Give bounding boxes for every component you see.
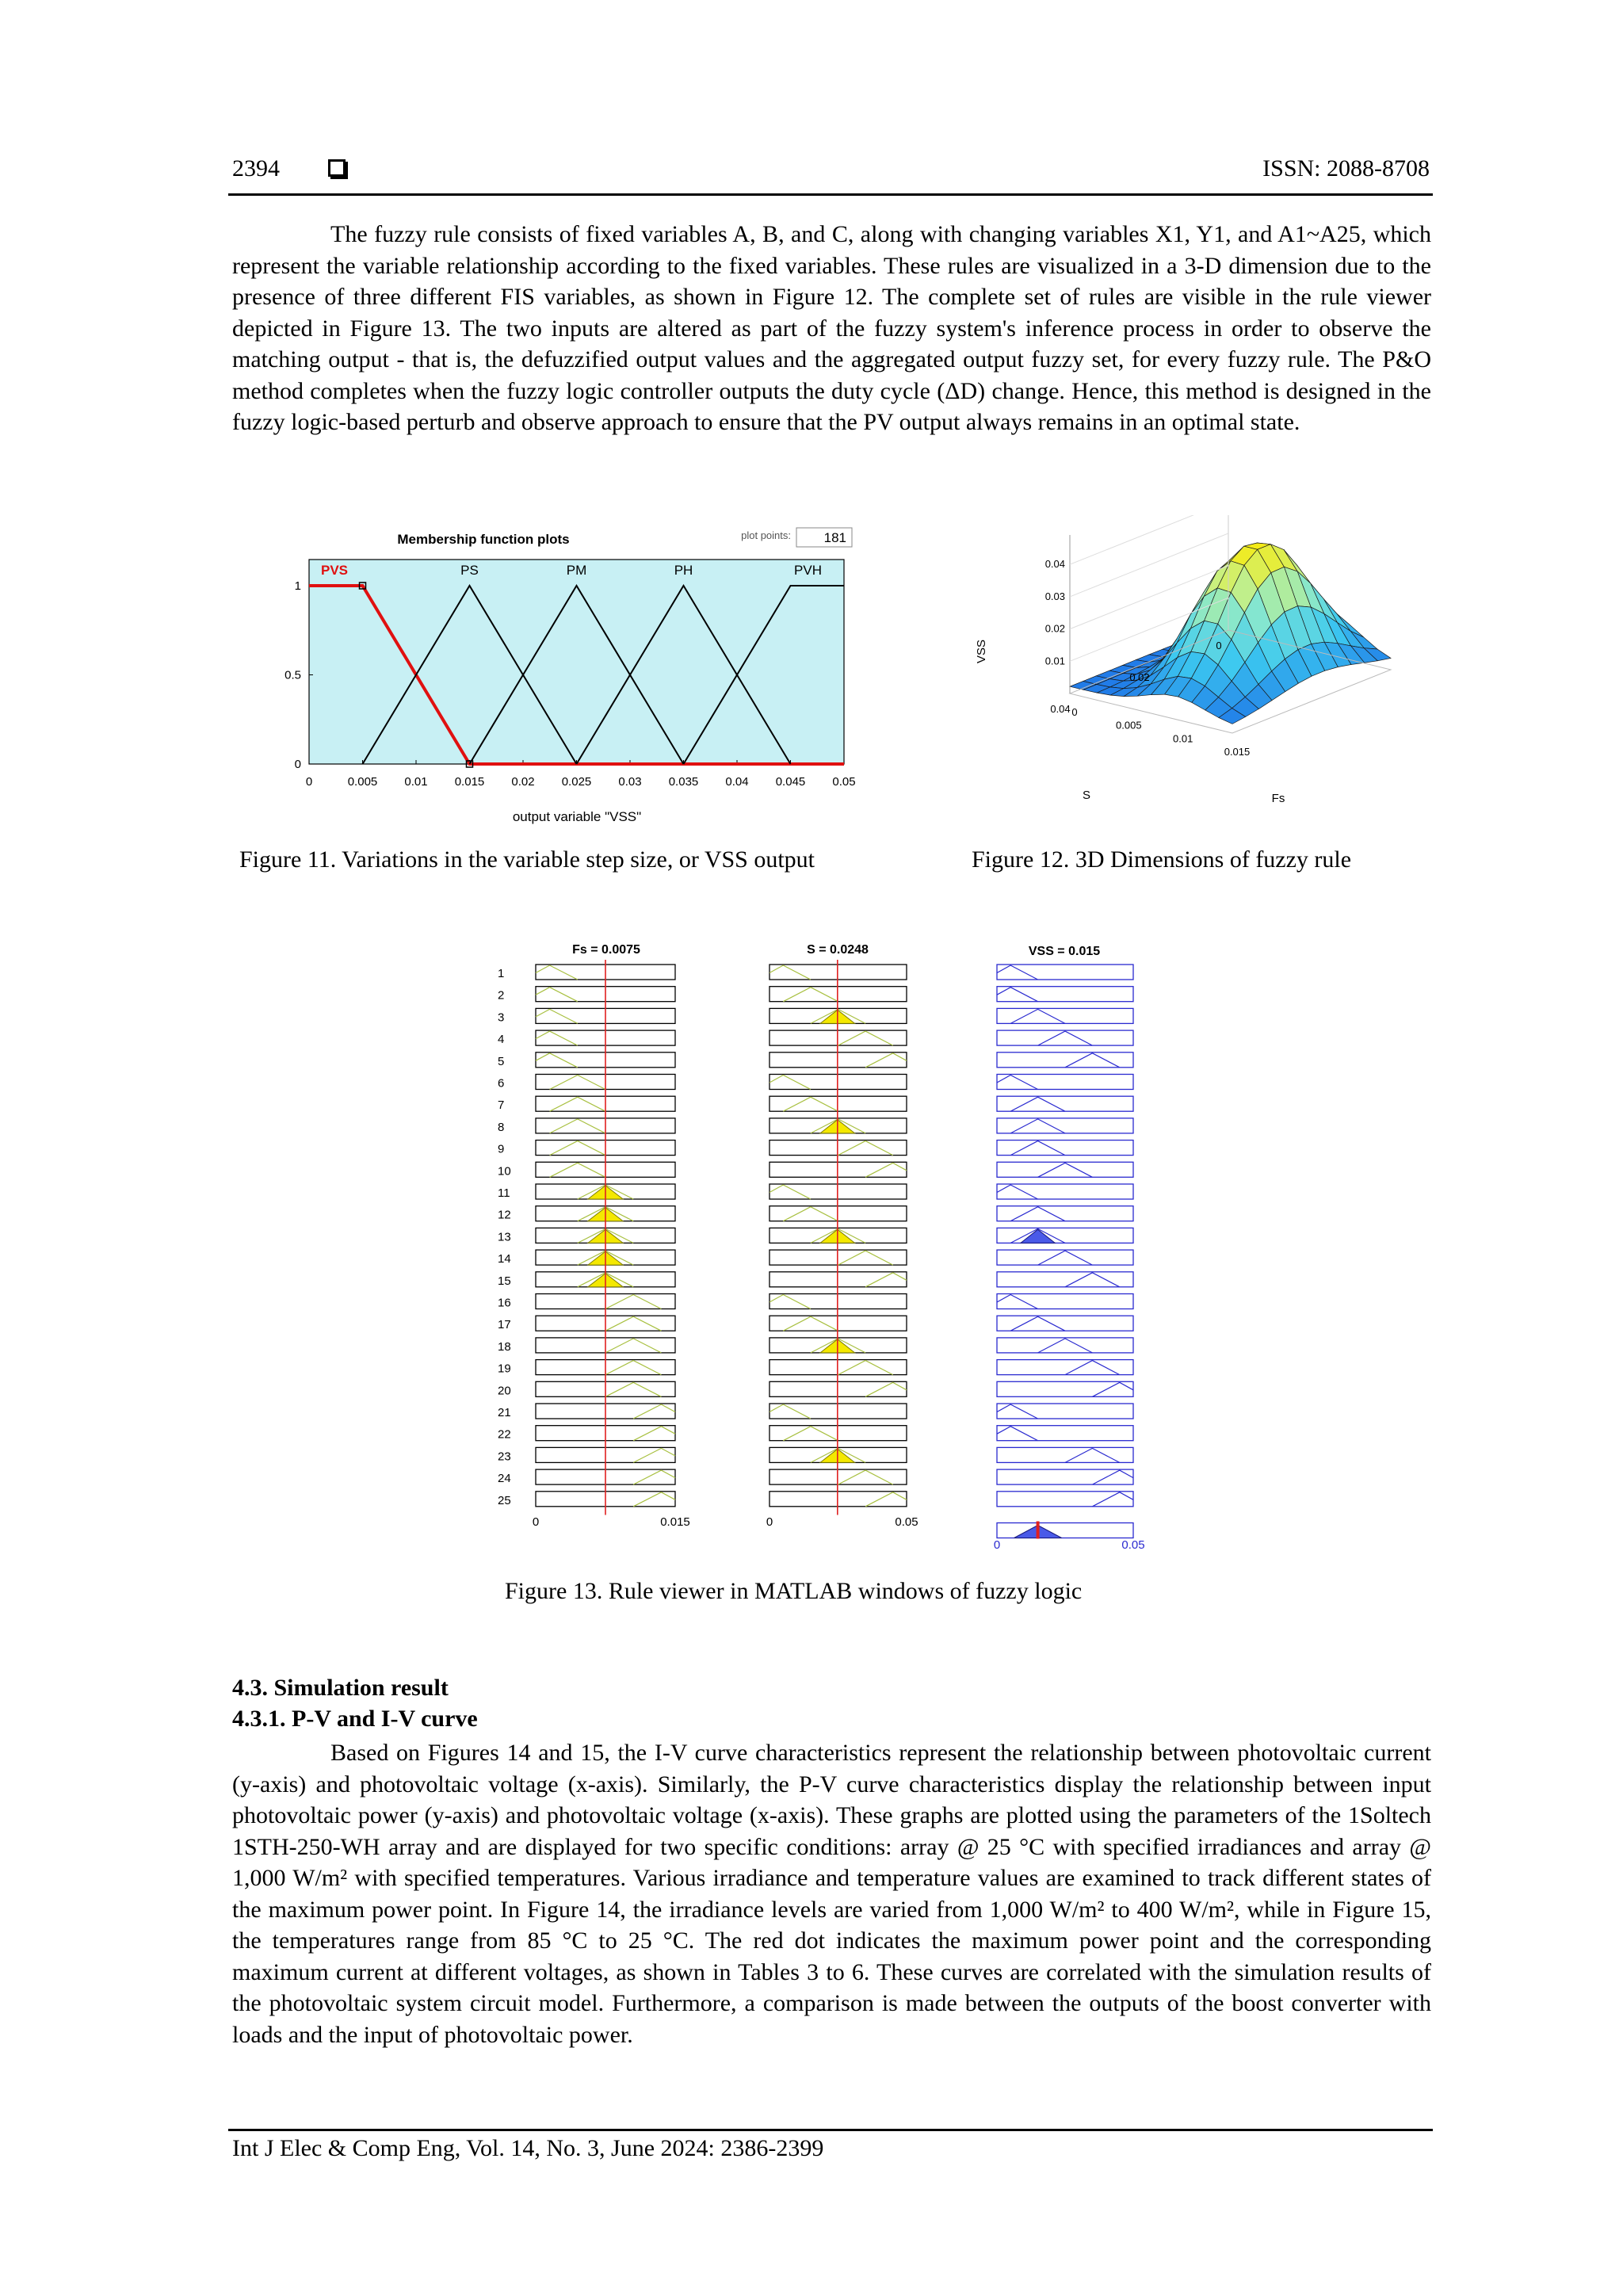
fig11-label-ps: PS (460, 563, 479, 578)
fig13-rule-number: 11 (498, 1186, 510, 1200)
fig13-vss-rule-box (997, 1404, 1133, 1419)
fig11-label-pvh: PVH (794, 563, 822, 578)
figure-13-caption: Figure 13. Rule viewer in MATLAB windows of fuzzy logic (505, 1578, 1083, 1604)
fig13-rule-number: 18 (498, 1339, 511, 1354)
figure-13-rule-viewer (491, 931, 1157, 1565)
figure-11-caption: Figure 11. Variations in the variable step size, or VSS output (239, 846, 815, 873)
fig13-rule-number: 23 (498, 1450, 511, 1464)
fig13-vss-rule-box (997, 1052, 1133, 1068)
fig13-vss-rule-box (997, 1250, 1133, 1265)
fig11-x-tick-label: 0.015 (454, 775, 485, 789)
fig13-vss-rule-box (997, 1338, 1133, 1353)
fig13-col2-title: S = 0.0248 (807, 943, 869, 957)
fig13-vss-rule-box (997, 987, 1133, 1002)
fig12-s-tick: 0 (1216, 640, 1222, 651)
fig13-col1-max: 0.015 (660, 1515, 690, 1529)
fig13-rule-number: 16 (498, 1296, 511, 1310)
fig12-z-tick: 0.04 (1044, 558, 1065, 571)
fig11-x-tick-label: 0.02 (511, 775, 535, 789)
fig11-y-tick-label: 0 (294, 758, 301, 771)
fig11-x-tick-label: 0.05 (832, 775, 856, 789)
figure-12-caption: Figure 12. 3D Dimensions of fuzzy rule (972, 846, 1352, 873)
fig11-plot-points-label: plot points: (741, 529, 791, 541)
fig13-rule-number: 8 (498, 1120, 505, 1134)
footer-rule (228, 2129, 1433, 2131)
fig11-x-tick-label: 0.005 (347, 775, 378, 789)
fig13-vss-rule-box (997, 1140, 1133, 1156)
fig11-label-pm: PM (566, 563, 587, 578)
fig13-rule-number: 12 (498, 1208, 511, 1222)
figure-12-surface-plot (971, 515, 1415, 816)
fig13-vss-rule-box (997, 1316, 1133, 1331)
fig11-x-tick-label: 0.045 (775, 775, 806, 789)
journal-footer: Int J Elec & Comp Eng, Vol. 14, No. 3, June 2024: 2386-2399 (232, 2135, 824, 2161)
fig13-vss-rule-box (997, 1228, 1133, 1243)
fig11-x-tick-label: 0.04 (725, 775, 749, 789)
fig13-rule-number: 6 (498, 1076, 505, 1091)
page-number: 2394 (232, 155, 280, 181)
fig11-y-tick-label: 0.5 (285, 668, 301, 682)
fig12-fs-tick: 0.01 (1173, 732, 1193, 745)
section-4-3-heading: 4.3. Simulation result (232, 1675, 449, 1701)
fig13-col2-min: 0 (766, 1515, 773, 1529)
fig13-rule-number: 13 (498, 1230, 511, 1244)
fig13-vss-rule-box (997, 1469, 1133, 1484)
fig13-vss-rule-box (997, 1008, 1133, 1023)
fig13-col3-title: VSS = 0.015 (1028, 945, 1101, 958)
fig12-z-tick: 0.03 (1044, 590, 1065, 602)
fig13-rule-number: 7 (498, 1098, 505, 1113)
header-rule (228, 193, 1433, 196)
fig13-vss-rule-box (997, 1381, 1133, 1396)
fig11-x-tick-label: 0.01 (404, 775, 428, 789)
fig13-vss-rule-box (997, 1492, 1133, 1507)
fig13-vss-rule-box (997, 1030, 1133, 1045)
fig12-z-tick: 0.02 (1044, 622, 1065, 635)
fig13-rule-number: 10 (498, 1164, 511, 1179)
fig13-rule-number: 25 (498, 1493, 511, 1507)
fig11-x-tick-label: 0 (305, 775, 313, 789)
fig11-x-tick-label: 0.035 (668, 775, 699, 789)
fig13-col3-min: 0 (993, 1538, 1001, 1552)
fig13-col3-max: 0.05 (1121, 1538, 1145, 1552)
fig12-fs-tick: 0.015 (1224, 746, 1251, 758)
fig13-vss-rule-box (997, 1206, 1133, 1221)
fig11-label-ph: PH (674, 563, 693, 578)
fig13-rule-number: 24 (498, 1472, 511, 1486)
fig13-rule-number: 19 (498, 1362, 511, 1376)
fig13-vss-rule-box (997, 1447, 1133, 1462)
fig13-rule-number: 17 (498, 1318, 511, 1332)
fig13-vss-rule-box (997, 965, 1133, 980)
fig13-rule-number: 14 (498, 1252, 511, 1266)
fig13-vss-rule-box (997, 1426, 1133, 1441)
fig13-vss-rule-box (997, 1118, 1133, 1133)
fig12-z-tick: 0.01 (1044, 655, 1065, 667)
fig13-vss-rule-box (997, 1272, 1133, 1287)
fig13-vss-rule-box (997, 1294, 1133, 1309)
issn: ISSN: 2088-8708 (1262, 155, 1430, 181)
fig13-aggregate-box (997, 1523, 1133, 1538)
fig13-rule-number: 3 (498, 1010, 505, 1025)
fig13-rule-number: 21 (498, 1406, 511, 1419)
fig12-ylabel: S (1082, 789, 1091, 802)
body-paragraph-1: The fuzzy rule consists of fixed variables A, B, and C, along with changing variables X1, Y1, and A1~A25, which represent the variable relationship according to the fixed variables. These rules are visualized in a 3-D dimension due to the presence of three different FIS variables, as shown in Figure 12. The complete set of rules are visible in the rule viewer depicted in Figure 13. The two inputs are altered as part of the fuzzy system's inference process in order to observe the matching output - that is, the defuzzified output values and the aggregated output fuzzy set, for every fuzzy rule. The P&O method completes when the fuzzy logic controller outputs the duty cycle (ΔD) change. Hence, this method is designed in the fuzzy logic-based perturb and observe approach to ensure that the PV output always remains in an optimal state. (232, 221, 1431, 435)
fig12-xlabel: Fs (1271, 792, 1285, 805)
fig11-xlabel: output variable "VSS" (512, 809, 642, 824)
fig13-vss-rule-box (997, 1162, 1133, 1177)
fig11-plot-area (309, 560, 844, 764)
fig12-zlabel: VSS (975, 639, 988, 664)
fig13-rule-number: 5 (498, 1054, 505, 1068)
fig11-plot-points-value: 181 (823, 530, 846, 545)
fig12-fs-tick: 0 (1071, 706, 1078, 718)
fig13-vss-rule-box (997, 1184, 1133, 1199)
fig13-vss-rule-box (997, 1075, 1133, 1090)
fig13-rule-number: 20 (498, 1384, 511, 1398)
fig13-vss-rule-box (997, 1360, 1133, 1375)
fig13-col1-title: Fs = 0.0075 (572, 943, 640, 957)
figure-11-membership-plot (262, 526, 856, 827)
fig11-x-tick-label: 0.025 (561, 775, 592, 789)
fig13-vss-rule-box (997, 1096, 1133, 1111)
fig13-rule-number: 1 (498, 967, 505, 980)
fig13-rule-number: 2 (498, 988, 505, 1003)
fig13-col2-max: 0.05 (895, 1515, 918, 1529)
fig13-rule-number: 22 (498, 1427, 511, 1442)
fig12-s-tick: 0.04 (1050, 703, 1071, 715)
fig11-label-pvs: PVS (320, 563, 349, 578)
square-bullet-icon (328, 159, 346, 177)
fig13-rule-number: 4 (498, 1033, 505, 1047)
section-4-3-1-heading: 4.3.1. P-V and I-V curve (232, 1706, 478, 1732)
body-paragraph-2: Based on Figures 14 and 15, the I-V curve characteristics represent the relationship between photovoltaic current (y-axis) and photovoltaic voltage (x-axis). Similarly, the P-V curve characteristics display the relationship between input photovoltaic power (y-axis) and photovoltaic voltage (x-axis). These graphs are plotted using the parameters of the 1Soltech 1STH-250-WH array and are displayed for two specific conditions: array @ 25 °C with specified irradiances and array @ 1,000 W/m² with specified temperatures. Various irradiance and temperature values are examined to track different states of the maximum power point. In Figure 14, the irradiance levels are varied from 1,000 W/m² to 400 W/m², while in Figure 15, the temperatures range from 85 °C to 25 °C. The red dot indicates the maximum power point and the corresponding maximum current at different voltages, as shown in Tables 3 to 6. These curves are correlated with the simulation results of the photovoltaic system circuit model. Furthermore, a comparison is made between the outputs of the boost converter with loads and the input of photovoltaic power. (232, 1740, 1431, 2048)
fig11-x-tick-label: 0.03 (618, 775, 642, 789)
fig11-panel-title: Membership function plots (397, 532, 570, 547)
fig13-rule-number: 9 (498, 1142, 505, 1156)
fig13-rule-number: 15 (498, 1274, 511, 1288)
fig12-s-tick: 0.02 (1129, 671, 1150, 683)
fig13-col1-min: 0 (532, 1515, 540, 1529)
fig12-fs-tick: 0.005 (1116, 719, 1142, 732)
fig11-y-tick-label: 1 (294, 579, 301, 593)
